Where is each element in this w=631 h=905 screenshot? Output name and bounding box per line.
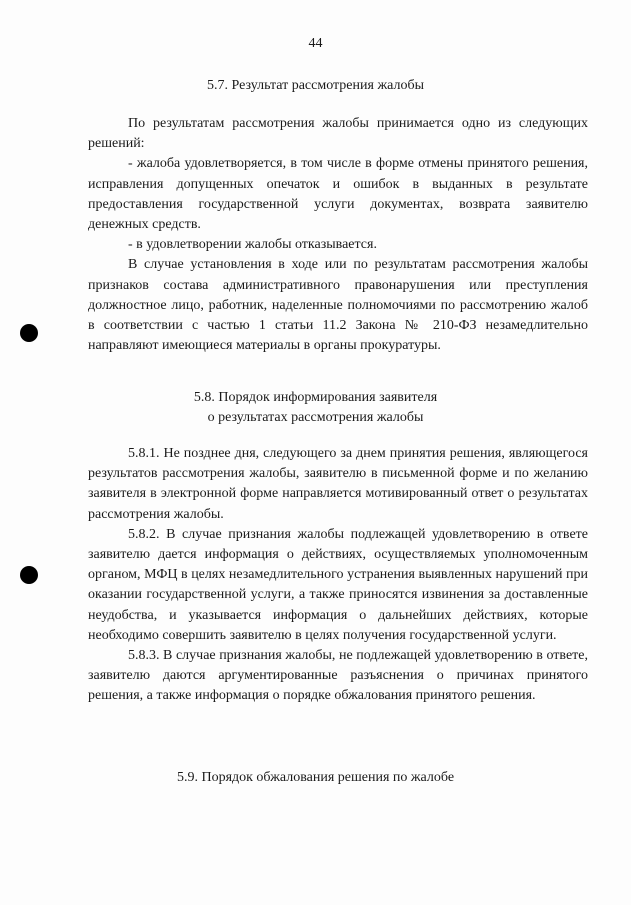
section-5-7-body: [88, 114, 588, 356]
paragraph: 5.8.2. В случае признания жалобы подлежащей удовлетворению в ответе заявителю дается информация о действиях, осуществляемых уполномоченным органом, МФЦ в целях незамедлительного устранения выявленных нарушений при оказании государственной услуги, а также приносятся извинения за доставленные неудобства, и указывается информация о дальнейших действиях, которые необходимо совершить заявителю в целях получения государственной услуги.: [88, 526, 588, 643]
paragraph: - жалоба удовлетворяется, в том числе в форме отмены принятого решения, исправления допущенных опечаток и ошибок в выданных в результате предоставления государственной услуги документах, возврата заявителю денежных средств.: [88, 156, 588, 233]
section-5-7-heading: 5.7. Результат рассмотрения жалобы: [207, 78, 424, 93]
paragraph: В случае установления в ходе или по результатам рассмотрения жалобы признаков состава административного правонарушения или преступления должностное лицо, работник, наделенные полномочиями по рассмотрению жалоб в соответствии с частью 1 статьи 11.2 Закона № 210-ФЗ незамедлительно направляют имеющиеся материалы в органы прокуратуры.: [88, 257, 588, 354]
paragraph: По результатам рассмотрения жалобы принимается одно из следующих решений:: [88, 116, 588, 152]
page-number: 44: [308, 36, 323, 51]
section-5-8-body: [88, 444, 588, 707]
section-5-8-heading-line1: 5.8. Порядок информирования заявителя: [193, 390, 438, 405]
paragraph: - в удовлетворении жалобы отказывается.: [128, 237, 377, 253]
section-5-9-heading: 5.9. Порядок обжалования решения по жалобе: [176, 770, 455, 785]
section-5-8-heading-line2: о результатах рассмотрения жалобы: [207, 410, 424, 425]
punch-hole-bottom: [20, 566, 38, 584]
punch-hole-top: [20, 324, 38, 342]
paragraph: 5.8.1. Не позднее дня, следующего за днем принятия решения, являющегося результатов рассмотрения жалобы, заявителю в письменной форме и по желанию заявителя в электронной форме направляется мотивированный ответ о результатах рассмотрения жалобы.: [88, 446, 588, 522]
paragraph: 5.8.3. В случае признания жалобы, не подлежащей удовлетворению в ответе, заявителю даются аргументированные разъяснения о причинах принятого решения, а также информация о порядке обжалования принятого решения.: [88, 648, 588, 704]
